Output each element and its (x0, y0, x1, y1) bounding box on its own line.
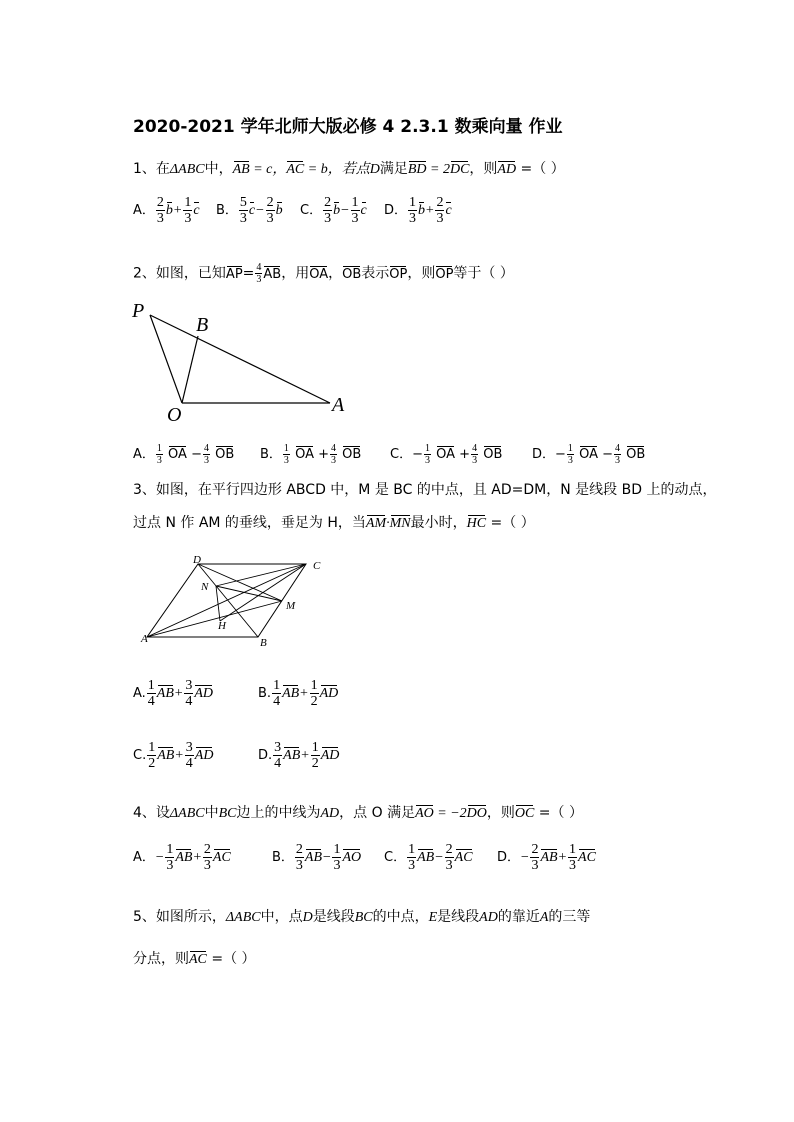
question-2-stem: 2、如图，已知AP= $\frac{4}{3}$ AB，用OA，OB表示OP，则OP等于（ ） (133, 262, 514, 285)
question-3-option-a[interactable]: A. $\frac{1}{4}$ AB+ $\frac{3}{4}$ AD (133, 678, 214, 709)
figure-3-label-b: B (260, 637, 267, 649)
question-3-option-d[interactable]: D. $\frac{3}{4}$ AB+ $\frac{1}{2}$ AD (258, 740, 340, 771)
question-3-option-b[interactable]: B. $\frac{1}{4}$ AB+ $\frac{1}{2}$ AD (258, 678, 339, 709)
figure-3-label-n: N (201, 581, 209, 593)
question-1-option-a[interactable]: A． $\frac{2}{3}$ b+ $\frac{1}{3}$ c (133, 195, 200, 226)
question-1-option-c[interactable]: C． $\frac{2}{3}$ b− $\frac{1}{3}$ c (300, 195, 367, 226)
segment-dm (198, 564, 282, 601)
question-2-option-d[interactable]: D．− $\frac{1}{3}$ OA − $\frac{4}{3}$ OB (532, 443, 646, 466)
question-4-option-c[interactable]: C． $\frac{1}{3}$ AB− $\frac{2}{3}$ AC (384, 842, 473, 873)
segment-nm (216, 586, 282, 601)
figure-2-label-p: P (132, 300, 145, 322)
figure-2-label-o: O (167, 404, 182, 426)
figure-3-label-h: H (218, 620, 226, 632)
question-5-stem-line-2: 分点，则AC =（ ） (133, 951, 256, 967)
question-3-stem-line-1: 3、如图，在平行四边形 ABCD 中，M 是 BC 的中点，且 AD=DM，N 是线段 BD 上的动点， (133, 482, 717, 498)
question-1-stem: 1、在ΔABC中，AB = c，AC = b，若点D满足BD = 2DC，则AD =（ ） (133, 161, 565, 177)
figure-2-label-a: A (332, 394, 345, 416)
figure-3-label-c: C (313, 560, 321, 572)
segment-nc (216, 564, 306, 586)
figure-2-label-b: B (196, 314, 209, 336)
question-4-option-a[interactable]: A．− $\frac{1}{3}$ AB+ $\frac{2}{3}$ AC (133, 842, 231, 873)
segment-ob (182, 336, 198, 403)
figure-2-diagram (130, 300, 360, 430)
figure-3-label-a: A (141, 633, 148, 645)
question-2-option-a[interactable]: A． $\frac{1}{3}$ OA − $\frac{4}{3}$ OB (133, 443, 235, 466)
figure-3-diagram (140, 555, 340, 655)
question-2-option-b[interactable]: B． $\frac{1}{3}$ OA + $\frac{4}{3}$ OB (260, 443, 362, 466)
segment-db (198, 564, 258, 637)
question-1-option-b[interactable]: B． $\frac{5}{3}$ c− $\frac{2}{3}$ b (216, 195, 283, 226)
question-5-stem-line-1: 5、如图所示，ΔABC中，点D是线段BC的中点，E是线段AD的靠近A的三等 (133, 909, 591, 925)
segment-hc (220, 564, 306, 621)
figure-3-label-d: D (193, 554, 201, 566)
question-4-option-d[interactable]: D．− $\frac{2}{3}$ AB+ $\frac{1}{3}$ AC (497, 842, 596, 873)
page-title: 2020-2021 学年北师大版必修 4 2.3.1 数乘向量 作业 (133, 117, 563, 137)
question-2-option-c[interactable]: C．− $\frac{1}{3}$ OA + $\frac{4}{3}$ OB (390, 443, 503, 466)
question-3-stem-line-2: 过点 N 作 AM 的垂线，垂足为 H，当AM·MN最小时，HC =（ ） (133, 515, 535, 531)
question-4-stem: 4、设ΔABC中BC边上的中线为AD，点 O 满足AO = −2DO，则OC =（ ） (133, 805, 583, 821)
question-4-option-b[interactable]: B． $\frac{2}{3}$ AB− $\frac{1}{3}$ AO (272, 842, 362, 873)
question-1-option-d[interactable]: D． $\frac{1}{3}$ b+ $\frac{2}{3}$ c (384, 195, 452, 226)
figure-3-label-m: M (286, 600, 296, 612)
question-3-option-c[interactable]: C. $\frac{1}{2}$ AB+ $\frac{3}{4}$ AD (133, 740, 214, 771)
